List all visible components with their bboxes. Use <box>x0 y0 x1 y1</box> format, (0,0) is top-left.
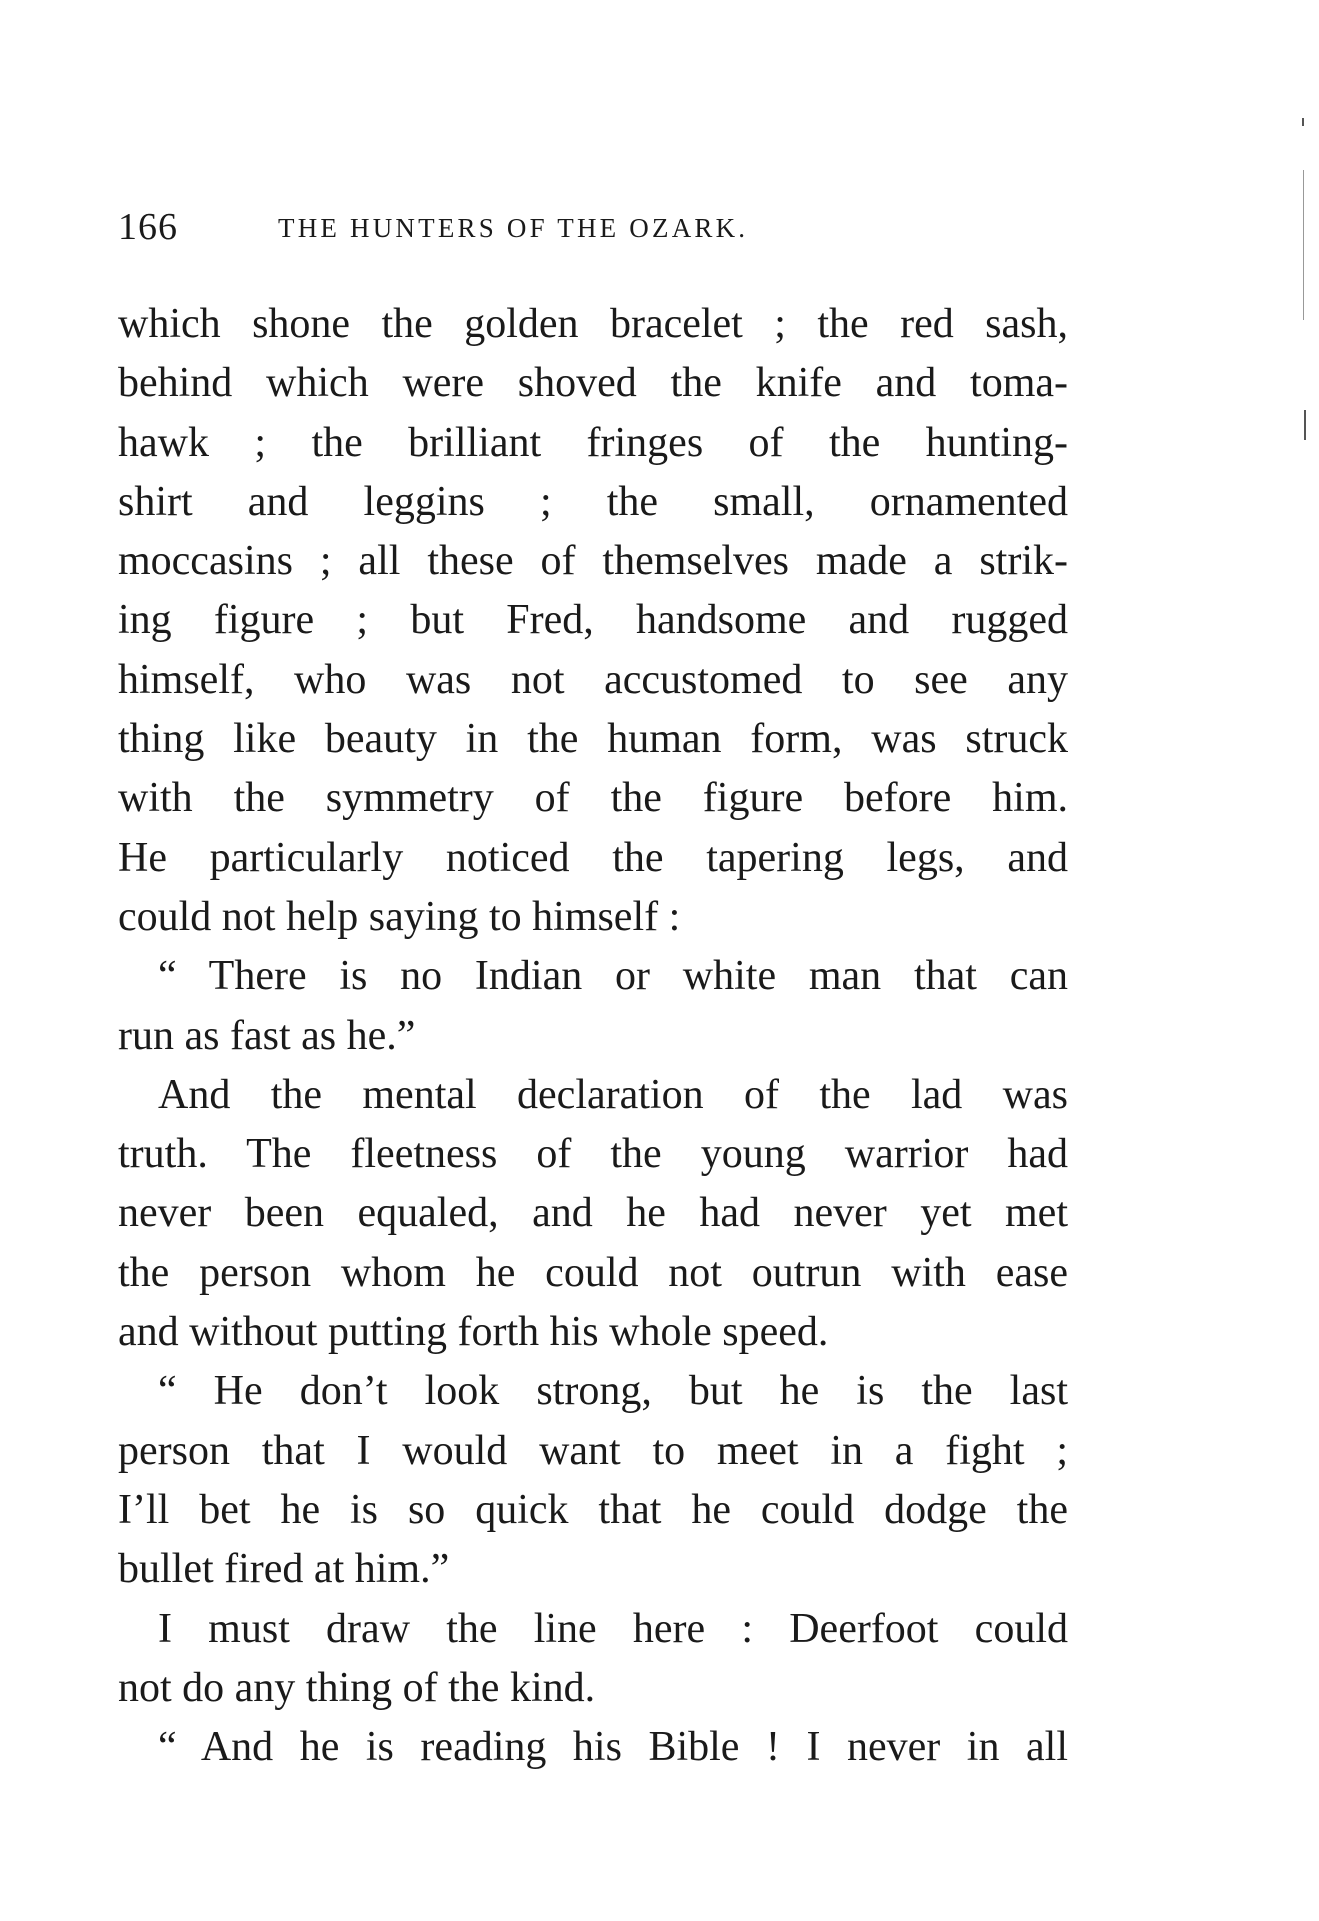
book-page <box>118 205 1068 1777</box>
scan-margin-mark <box>1303 170 1304 320</box>
running-head <box>118 205 1068 255</box>
text-line: bullet fired at him.” <box>118 1546 450 1593</box>
page-number: 166 <box>118 206 178 248</box>
text-line: He particularly noticed the tapering legs, and <box>118 834 1068 881</box>
text-line: and without putting forth his whole speed. <box>118 1309 829 1356</box>
text-line: ing figure ; but Fred, handsome and rugged <box>118 597 1068 644</box>
text-line: I’ll bet he is so quick that he could dodge the <box>118 1486 1068 1533</box>
text-line: truth. The fleetness of the young warrior had <box>118 1131 1068 1178</box>
text-line: the person whom he could not outrun with ease <box>118 1249 1068 1296</box>
text-line: thing like beauty in the human form, was struck <box>118 716 1068 763</box>
text-line: I must draw the line here : Deerfoot could <box>158 1605 1068 1652</box>
text-line: which shone the golden bracelet ; the red sash, <box>118 301 1068 347</box>
text-line: “ He don’t look strong, but he is the last <box>158 1368 1068 1415</box>
scan-margin-mark <box>1302 118 1304 126</box>
text-line: person that I would want to meet in a fight ; <box>118 1427 1068 1474</box>
text-line: himself, who was not accustomed to see any <box>118 656 1068 703</box>
text-line: never been equaled, and he had never yet met <box>118 1190 1068 1237</box>
scan-margin-mark <box>1304 410 1306 440</box>
page-body-text <box>118 295 1068 1777</box>
text-line: with the symmetry of the figure before him. <box>118 775 1068 822</box>
text-line: behind which were shoved the knife and toma- <box>118 360 1068 407</box>
text-line: “ And he is reading his Bible ! I never in all <box>158 1724 1068 1771</box>
text-line: hawk ; the brilliant fringes of the hunting- <box>118 419 1068 466</box>
text-line: moccasins ; all these of themselves made a strik- <box>118 538 1068 585</box>
running-title: THE HUNTERS OF THE OZARK. <box>278 213 749 243</box>
text-line: run as fast as he.” <box>118 1012 416 1059</box>
text-line: could not help saying to himself : <box>118 893 681 940</box>
text-line: shirt and leggins ; the small, ornamented <box>118 478 1068 525</box>
text-line: And the mental declaration of the lad was <box>158 1071 1068 1118</box>
text-line: “ There is no Indian or white man that can <box>158 953 1068 1000</box>
text-line: not do any thing of the kind. <box>118 1664 596 1711</box>
